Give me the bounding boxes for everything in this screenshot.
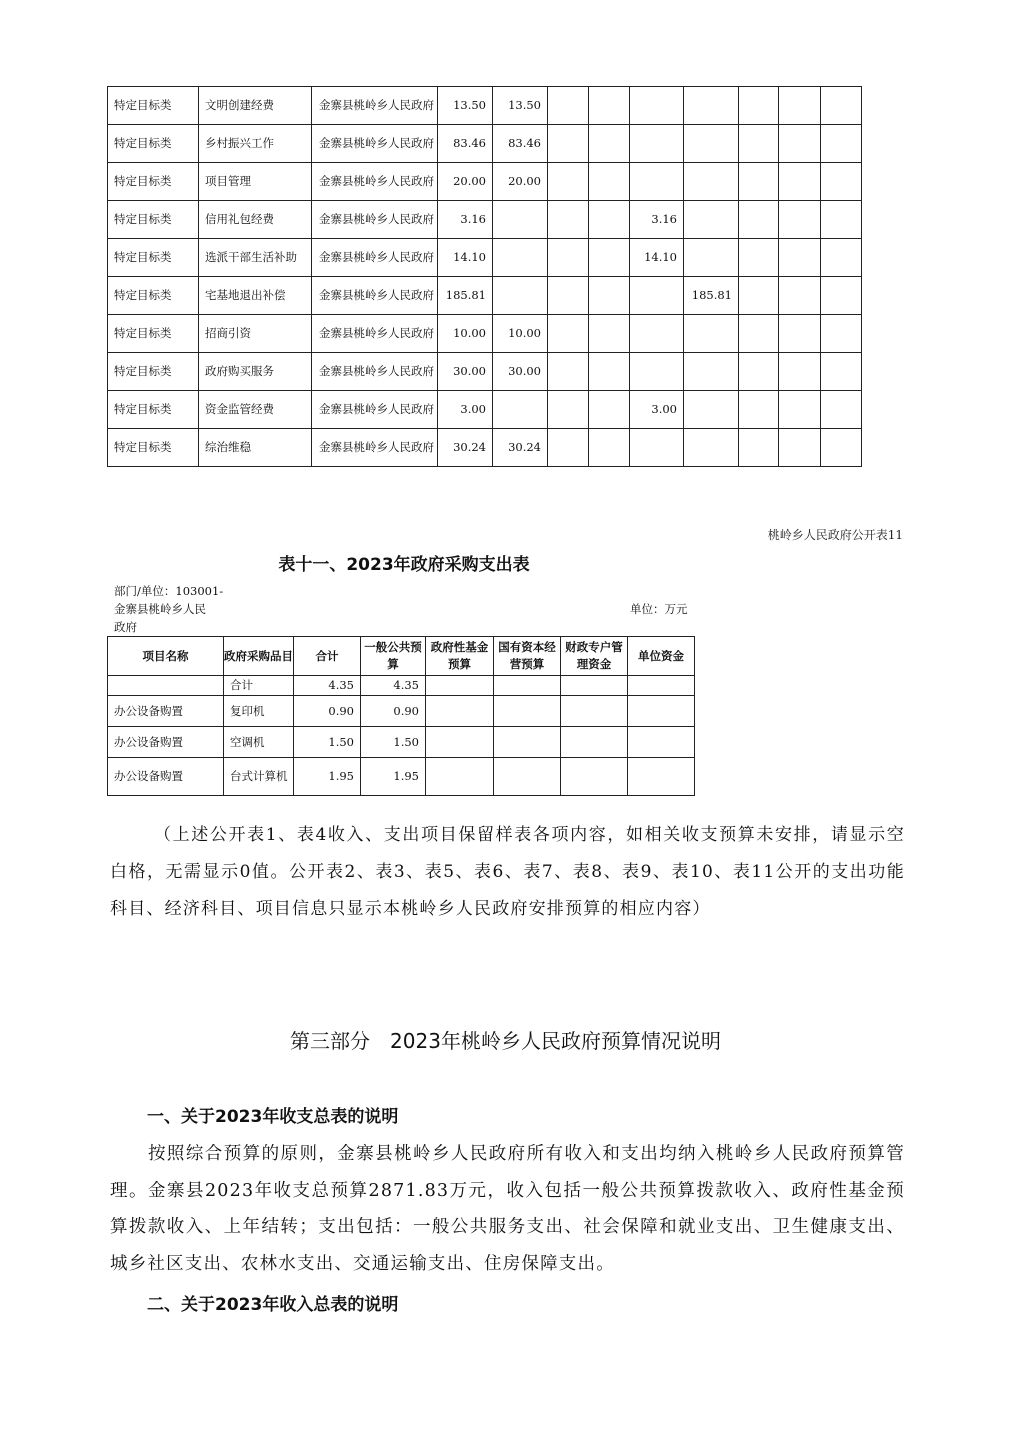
table-cell: 13.50 <box>493 87 548 125</box>
table-cell: 办公设备购置 <box>108 727 224 758</box>
table-row <box>108 277 862 315</box>
table-row <box>108 87 862 125</box>
table-cell <box>493 277 548 315</box>
table-cell <box>548 429 589 467</box>
note-paragraph: （上述公开表1、表4收入、支出项目保留样表各项内容，如相关收支预算未安排，请显示空白格，无需显示0值。公开表2、表3、表5、表6、表7、表8、表9、表10、表11公开的支出功能科目、经济科目、项目信息只显示本桃岭乡人民政府安排预算的相应内容） <box>110 825 905 919</box>
table-cell <box>821 429 862 467</box>
table-cell <box>779 277 821 315</box>
section1-title: 一、关于2023年收支总表的说明 <box>147 1107 399 1127</box>
table-cell: 30.24 <box>493 429 548 467</box>
table-cell <box>821 201 862 239</box>
table-cell <box>589 429 630 467</box>
table-cell <box>426 676 494 696</box>
table-cell <box>630 163 684 201</box>
table-cell: 金寨县桃岭乡人民政府 <box>312 125 438 163</box>
table-cell <box>493 391 548 429</box>
table-cell: 金寨县桃岭乡人民政府 <box>312 277 438 315</box>
table-cell <box>739 87 779 125</box>
table-cell <box>628 727 695 758</box>
table-cell <box>779 353 821 391</box>
table-cell <box>821 353 862 391</box>
header-cell: 国有资本经营预算 <box>494 637 561 676</box>
table-cell <box>779 315 821 353</box>
table-cell <box>589 353 630 391</box>
table-cell: 资金监管经费 <box>199 391 312 429</box>
table-cell: 20.00 <box>493 163 548 201</box>
section2-title: 二、关于2023年收入总表的说明 <box>147 1295 399 1315</box>
table-row <box>108 163 862 201</box>
table-cell <box>589 277 630 315</box>
dept-line: 金寨县桃岭乡人民 <box>114 602 206 616</box>
table-cell <box>589 391 630 429</box>
table-cell: 3.00 <box>438 391 493 429</box>
project-expense-table <box>107 86 862 467</box>
table-cell <box>589 125 630 163</box>
table-cell <box>426 758 494 796</box>
table-cell: 83.46 <box>438 125 493 163</box>
table-title: 表十一、2023年政府采购支出表 <box>278 555 530 575</box>
table-cell: 13.50 <box>438 87 493 125</box>
header-cell: 单位资金 <box>628 637 695 676</box>
table-cell: 金寨县桃岭乡人民政府 <box>312 353 438 391</box>
table-cell <box>821 391 862 429</box>
table-cell <box>821 87 862 125</box>
table-cell: 3.16 <box>438 201 493 239</box>
table-cell: 金寨县桃岭乡人民政府 <box>312 201 438 239</box>
table-cell <box>548 163 589 201</box>
table-cell: 金寨县桃岭乡人民政府 <box>312 163 438 201</box>
header-cell: 财政专户管理资金 <box>561 637 628 676</box>
table-cell <box>821 315 862 353</box>
table-cell <box>494 696 561 727</box>
table-cell: 宅基地退出补偿 <box>199 277 312 315</box>
table-cell: 金寨县桃岭乡人民政府 <box>312 391 438 429</box>
table-cell <box>684 87 739 125</box>
table-row <box>108 201 862 239</box>
table-cell: 空调机 <box>224 727 294 758</box>
table-cell <box>630 277 684 315</box>
table-cell: 特定目标类 <box>108 87 199 125</box>
table-row <box>108 758 695 796</box>
table-cell <box>548 201 589 239</box>
table-cell <box>548 315 589 353</box>
table-cell: 台式计算机 <box>224 758 294 796</box>
table-row <box>108 125 862 163</box>
table-cell <box>739 429 779 467</box>
table-cell <box>779 429 821 467</box>
table-cell: 文明创建经费 <box>199 87 312 125</box>
table-cell <box>561 676 628 696</box>
table-cell: 综治维稳 <box>199 429 312 467</box>
table-cell: 83.46 <box>493 125 548 163</box>
procurement-table <box>107 636 695 796</box>
table-cell <box>548 277 589 315</box>
table-cell <box>548 239 589 277</box>
table-cell <box>821 239 862 277</box>
table-cell: 185.81 <box>438 277 493 315</box>
table-cell: 4.35 <box>294 676 361 696</box>
table-cell <box>739 277 779 315</box>
table-cell: 1.50 <box>361 727 426 758</box>
table-cell <box>739 163 779 201</box>
table-cell: 185.81 <box>684 277 739 315</box>
dept-line: 政府 <box>114 620 137 634</box>
table-cell <box>628 676 695 696</box>
table-cell <box>684 239 739 277</box>
table-cell: 特定目标类 <box>108 353 199 391</box>
table-cell: 特定目标类 <box>108 163 199 201</box>
table-cell: 4.35 <box>361 676 426 696</box>
table-cell: 3.00 <box>630 391 684 429</box>
table-cell <box>589 87 630 125</box>
table-cell: 信用礼包经费 <box>199 201 312 239</box>
table-cell: 复印机 <box>224 696 294 727</box>
table-cell: 招商引资 <box>199 315 312 353</box>
table-cell <box>493 201 548 239</box>
table-cell <box>589 201 630 239</box>
table-cell: 特定目标类 <box>108 201 199 239</box>
header-cell: 一般公共预算 <box>361 637 426 676</box>
table-cell <box>630 429 684 467</box>
table-cell <box>779 125 821 163</box>
table-cell <box>494 727 561 758</box>
header-cell: 政府采购品目 <box>224 637 294 676</box>
table-cell <box>548 391 589 429</box>
table-cell <box>548 87 589 125</box>
table-cell <box>684 391 739 429</box>
table-cell: 特定目标类 <box>108 239 199 277</box>
table-cell <box>630 125 684 163</box>
table-row <box>108 391 862 429</box>
table-cell <box>589 315 630 353</box>
table-cell: 30.00 <box>438 353 493 391</box>
header-cell: 政府性基金预算 <box>426 637 494 676</box>
table-cell <box>108 676 224 696</box>
table-cell: 项目管理 <box>199 163 312 201</box>
table-cell <box>628 758 695 796</box>
table-cell: 金寨县桃岭乡人民政府 <box>312 87 438 125</box>
table-cell <box>779 239 821 277</box>
table-cell: 1.50 <box>294 727 361 758</box>
table-cell <box>739 315 779 353</box>
table-cell: 特定目标类 <box>108 277 199 315</box>
table-cell <box>739 391 779 429</box>
part3-title: 第三部分 2023年桃岭乡人民政府预算情况说明 <box>290 1029 721 1053</box>
table-cell <box>630 87 684 125</box>
table-cell: 20.00 <box>438 163 493 201</box>
table-cell: 10.00 <box>493 315 548 353</box>
table-cell <box>821 125 862 163</box>
table-header-row <box>108 637 695 676</box>
table-cell: 政府购买服务 <box>199 353 312 391</box>
table-cell: 14.10 <box>438 239 493 277</box>
table-row <box>108 353 862 391</box>
table-cell: 0.90 <box>361 696 426 727</box>
dept-info <box>114 582 223 636</box>
table-cell: 0.90 <box>294 696 361 727</box>
table-cell <box>494 676 561 696</box>
table-cell <box>630 315 684 353</box>
table-row <box>108 239 862 277</box>
table-row <box>108 727 695 758</box>
table-cell <box>821 163 862 201</box>
table-cell <box>684 353 739 391</box>
table-cell <box>739 201 779 239</box>
table-cell <box>548 125 589 163</box>
table-row <box>108 676 695 696</box>
table-cell <box>739 239 779 277</box>
table-cell <box>684 125 739 163</box>
table-cell: 合计 <box>224 676 294 696</box>
table-tag: 桃岭乡人民政府公开表11 <box>767 528 903 542</box>
header-cell: 合计 <box>294 637 361 676</box>
table-cell: 办公设备购置 <box>108 696 224 727</box>
table-cell <box>561 727 628 758</box>
table-cell <box>684 163 739 201</box>
table-cell <box>493 239 548 277</box>
table-cell: 3.16 <box>630 201 684 239</box>
table-cell <box>561 758 628 796</box>
table-cell <box>494 758 561 796</box>
table-cell <box>589 239 630 277</box>
table-cell <box>426 696 494 727</box>
table-cell: 1.95 <box>294 758 361 796</box>
table-cell: 30.24 <box>438 429 493 467</box>
section1-body: 按照综合预算的原则，金寨县桃岭乡人民政府所有收入和支出均纳入桃岭乡人民政府预算管理。金寨县2023年收支总预算2871.83万元，收入包括一般公共预算拨款收入、政府性基金预算拨款收入、上年结转；支出包括：一般公共服务支出、社会保障和就业支出、卫生健康支出、城乡社区支出、农林水支出、交通运输支出、住房保障支出。 <box>110 1144 905 1274</box>
table-cell <box>779 391 821 429</box>
table-row <box>108 315 862 353</box>
table-cell <box>548 353 589 391</box>
table-row <box>108 696 695 727</box>
table-cell <box>821 277 862 315</box>
header-cell: 项目名称 <box>108 637 224 676</box>
table-cell <box>426 727 494 758</box>
table-cell <box>739 125 779 163</box>
table-cell: 特定目标类 <box>108 125 199 163</box>
table-cell: 1.95 <box>361 758 426 796</box>
table-cell: 办公设备购置 <box>108 758 224 796</box>
table-cell: 特定目标类 <box>108 391 199 429</box>
table-cell <box>628 696 695 727</box>
table-cell <box>684 429 739 467</box>
table-cell: 选派干部生活补助 <box>199 239 312 277</box>
table-cell <box>779 87 821 125</box>
table-cell <box>684 201 739 239</box>
table-cell: 金寨县桃岭乡人民政府 <box>312 315 438 353</box>
table-cell: 10.00 <box>438 315 493 353</box>
unit-label: 单位：万元 <box>630 602 688 616</box>
table-cell <box>779 163 821 201</box>
table-cell: 特定目标类 <box>108 429 199 467</box>
table-cell <box>561 696 628 727</box>
table-row <box>108 429 862 467</box>
table-cell: 30.00 <box>493 353 548 391</box>
table-cell: 14.10 <box>630 239 684 277</box>
table-cell <box>684 315 739 353</box>
table-cell <box>779 201 821 239</box>
table-cell: 特定目标类 <box>108 315 199 353</box>
table-cell: 乡村振兴工作 <box>199 125 312 163</box>
table-cell <box>630 353 684 391</box>
table-cell <box>589 163 630 201</box>
table-cell: 金寨县桃岭乡人民政府 <box>312 429 438 467</box>
table-cell <box>739 353 779 391</box>
dept-line: 部门/单位：103001- <box>114 584 224 598</box>
table-cell: 金寨县桃岭乡人民政府 <box>312 239 438 277</box>
